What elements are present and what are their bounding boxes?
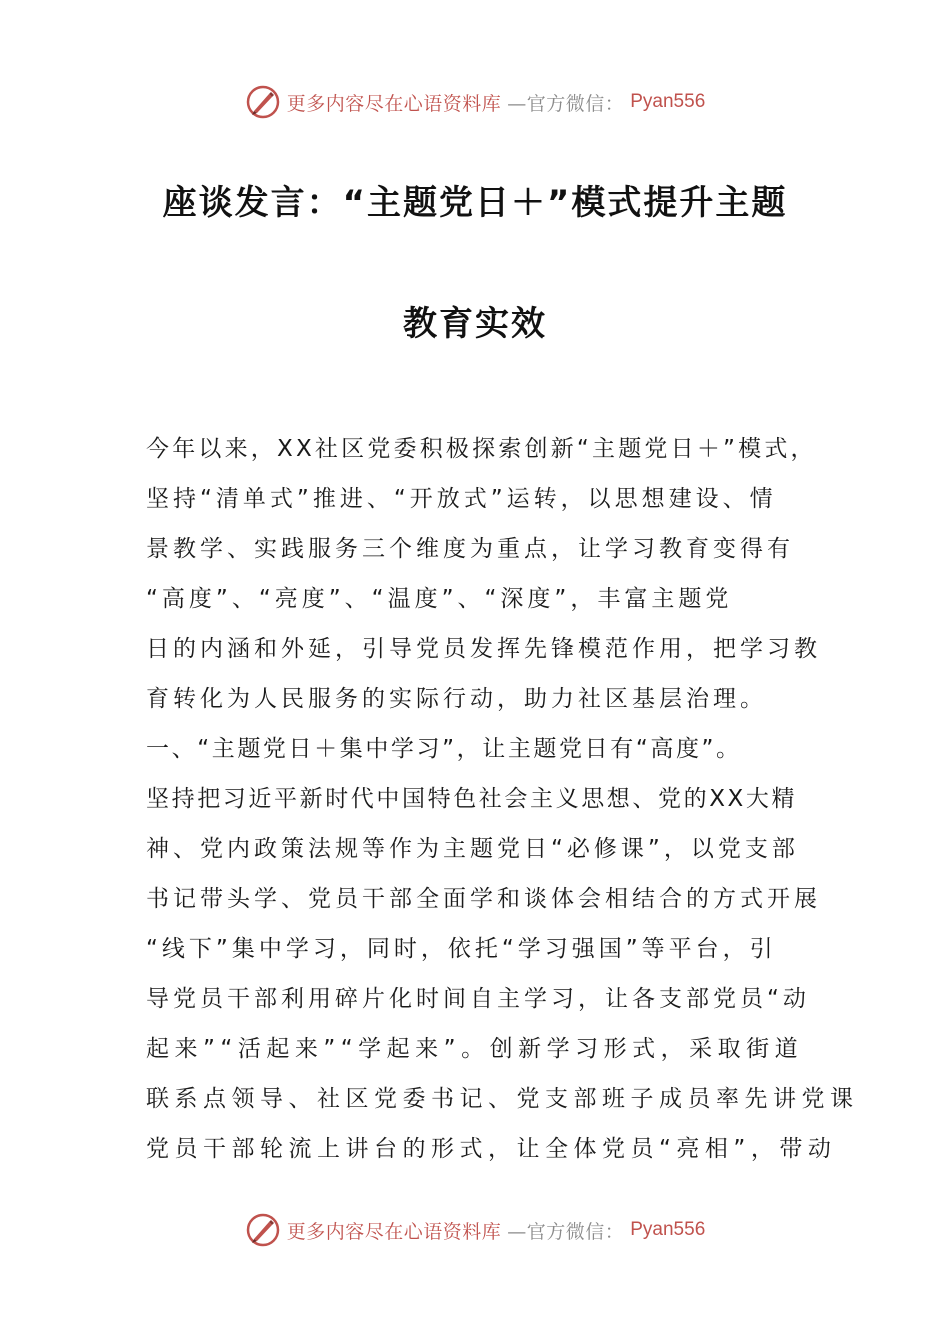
body-line: 导党员干部利用碎片化时间自主学习，让各支部党员“动 bbox=[146, 986, 810, 1012]
body-line: “线下”集中学习，同时，依托“学习强国”等平台，引 bbox=[146, 936, 777, 962]
banner-text: 更多内容尽在心语资料库 bbox=[286, 92, 502, 115]
header-banner bbox=[0, 80, 950, 124]
banner-wechat-id: Pyan556 bbox=[630, 1219, 706, 1240]
document-body bbox=[146, 424, 859, 1174]
body-line: 神、党内政策法规等作为主题党日“必修课”，以党支部 bbox=[146, 836, 799, 862]
body-line: 今年以来，XX社区党委积极探索创新“主题党日＋”模式， bbox=[146, 436, 817, 462]
pen-logo-icon bbox=[245, 1212, 281, 1248]
document-title-line-1: 座谈发言：“主题党日＋”模式提升主题 bbox=[162, 183, 788, 223]
footer-banner bbox=[0, 1208, 950, 1252]
body-line: 党员干部轮流上讲台的形式，让全体党员“亮相”，带动 bbox=[146, 1136, 837, 1162]
pen-logo-icon bbox=[245, 84, 281, 120]
banner-separator: —官方微信： bbox=[507, 1220, 625, 1243]
body-line: 景教学、实践服务三个维度为重点，让学习教育变得有 bbox=[146, 536, 794, 562]
body-line: 育转化为人民服务的实际行动，助力社区基层治理。 bbox=[146, 686, 767, 712]
section-heading: 一、“主题党日＋集中学习”，让主题党日有“高度”。 bbox=[146, 736, 742, 762]
banner-wechat-id: Pyan556 bbox=[630, 91, 706, 112]
body-line: 起来”“活起来”“学起来”。创新学习形式，采取街道 bbox=[146, 1036, 804, 1062]
banner-text: 更多内容尽在心语资料库 bbox=[286, 1220, 502, 1243]
banner-separator: —官方微信： bbox=[507, 92, 625, 115]
body-line: 坚持把习近平新时代中国特色社会主义思想、党的XX大精 bbox=[146, 786, 798, 812]
document-title-line-2: 教育实效 bbox=[403, 304, 547, 344]
body-line: 联系点领导、社区党委书记、党支部班子成员率先讲党课 bbox=[146, 1086, 859, 1112]
body-line: 日的内涵和外延，引导党员发挥先锋模范作用，把学习教 bbox=[146, 636, 821, 662]
body-line: 书记带头学、党员干部全面学和谈体会相结合的方式开展 bbox=[146, 886, 821, 912]
body-line: 坚持“清单式”推进、“开放式”运转，以思想建设、情 bbox=[146, 486, 777, 512]
body-line: “高度”、“亮度”、“温度”、“深度”，丰富主题党 bbox=[146, 586, 733, 612]
